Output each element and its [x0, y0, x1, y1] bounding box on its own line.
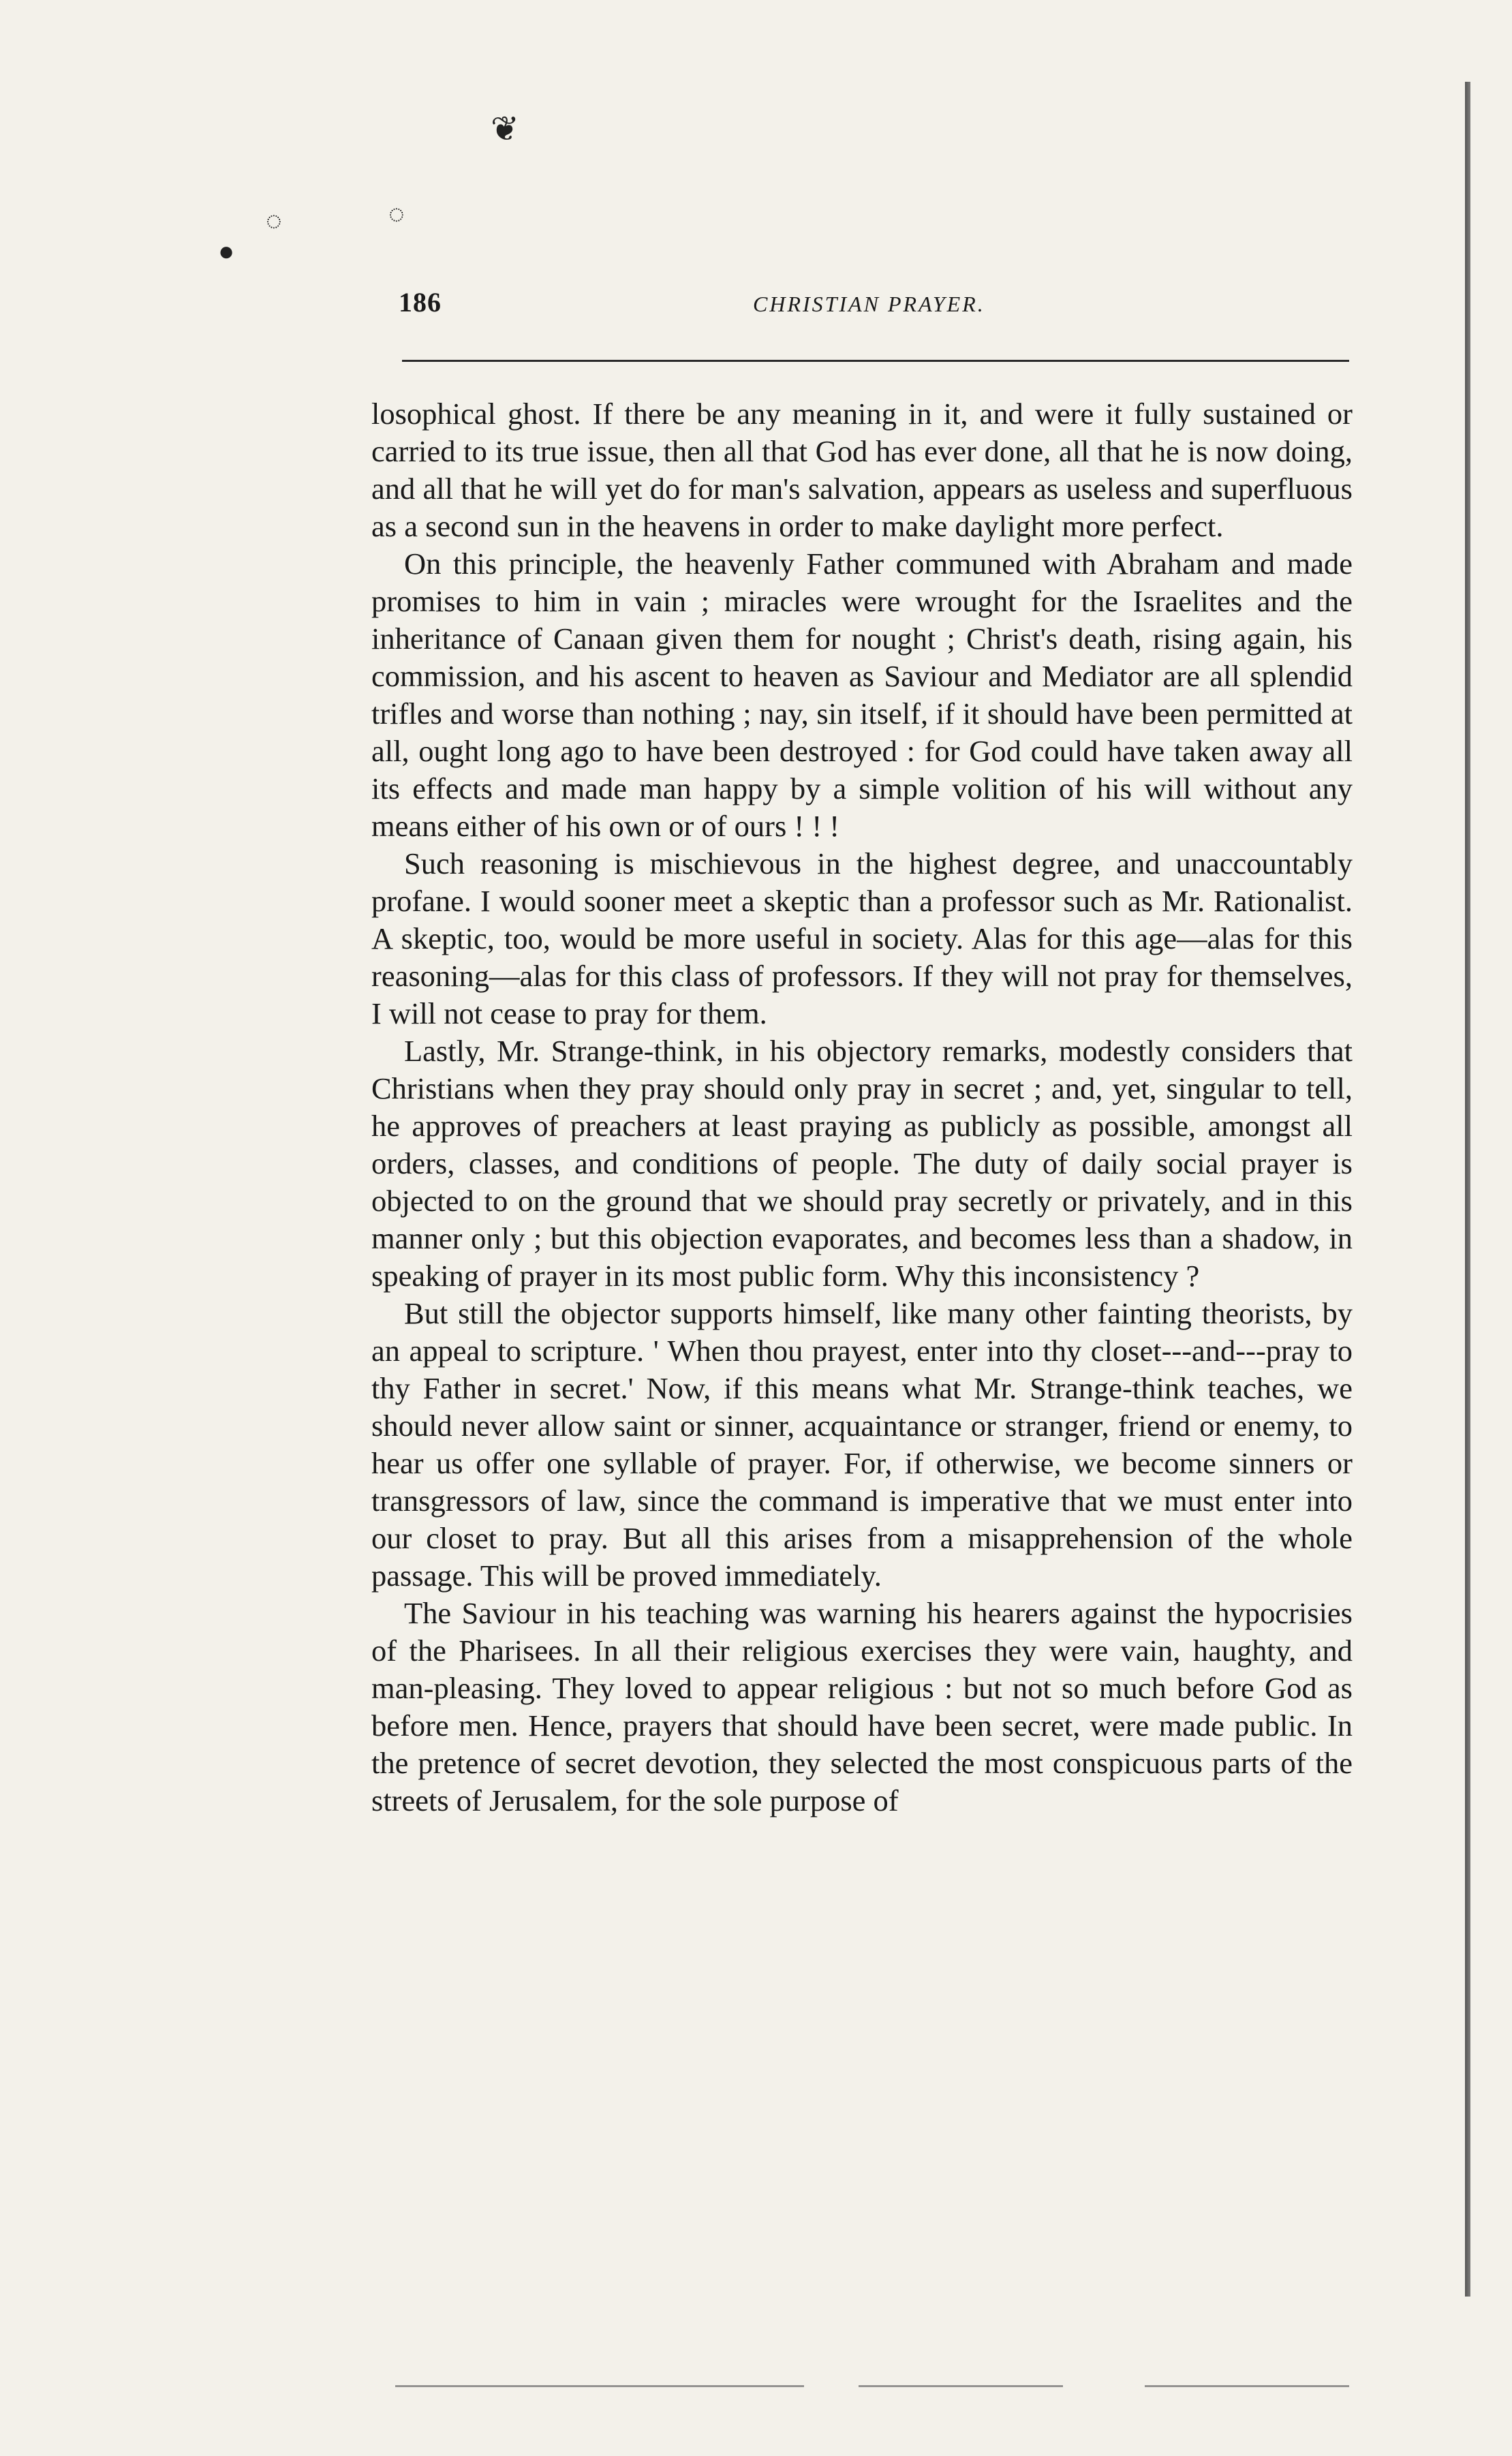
paragraph: The Saviour in his teaching was warning his hearers against the hypocrisies of the Pharisees. In all their religious exercises they were vain, haughty, and man-pleasing. They loved to appear religious : but not so much before God as before men. Hence, prayers that should have been secret, were made public. In the pretence of secret devotion, they selected the most conspicuous parts of the streets of Jerusalem, for the sole purpose of — [371, 1596, 1353, 1817]
paragraph: Such reasoning is mischievous in the highest degree, and unaccountably profane. I would sooner meet a skeptic than a professor such as Mr. Rationalist. A skeptic, too, would be more useful in society. Alas for this age—alas for this reasoning—alas for this class of professors. If they will not pray for themselves, I will not cease to pray for them. — [371, 846, 1353, 1030]
paragraph: On this principle, the heavenly Father communed with Abraham and made promises to him in vain ; miracles were wrought for the Israelites and the inheritance of Canaan given them for nought ; Christ's death, rising again, his commission, and his ascent to heaven as Saviour and Mediator are all splendid trifles and worse than nothing ; nay, sin itself, if it should have been permitted at all, ought long ago to have been destroyed : for God could have taken away all its effects and made man happy by a simple volition of his will without any means either of his own or of ours ! ! ! — [371, 547, 1353, 843]
header-rule — [402, 360, 1349, 362]
page-number: 186 — [399, 287, 442, 318]
ink-blot-mark: ❦ — [491, 110, 519, 148]
paragraph: losophical ghost. If there be any meaning in it, and were it fully sustained or carried to its true issue, then all that God has ever done, all that he is now doing, and all that he will yet do for man's salvation, appears as useless and superfluous as a second sun in the heavens in order to make daylight more perfect. — [371, 397, 1353, 543]
footer-smudge — [1145, 2385, 1349, 2387]
running-head: CHRISTIAN PRAYER. — [753, 292, 985, 316]
ink-blot-mark: ◌ — [388, 198, 405, 229]
body-text — [371, 395, 1353, 1820]
ink-blot-mark: ● — [218, 236, 235, 266]
footer-smudge — [395, 2385, 804, 2387]
ink-blot-mark: ◌ — [266, 205, 282, 236]
page-header — [399, 286, 1349, 334]
footer-smudge — [859, 2385, 1063, 2387]
page-edge-shadow — [1465, 82, 1470, 2297]
paragraph: But still the objector supports himself, like many other fainting theorists, by an appeal to scripture. ' When thou prayest, enter into thy closet---and---pray to thy Father in secret.' Now, if this means what Mr. Strange-think teaches, we should never allow saint or sinner, acquaintance or stranger, friend or enemy, to hear us offer one syllable of prayer. For, if otherwise, we become sinners or transgressors of law, since the command is imperative that we must enter into our closet to pray. But all this arises from a misapprehension of the whole passage. This will be proved immediately. — [371, 1296, 1353, 1593]
paragraph: Lastly, Mr. Strange-think, in his objectory remarks, modestly considers that Christians when they pray should only pray in secret ; and, yet, singular to tell, he approves of preachers at least praying as publicly as possible, amongst all orders, classes, and conditions of people. The duty of daily social prayer is objected to on the ground that we should pray secretly or privately, and in this manner only ; but this objection evaporates, and becomes less than a shadow, in speaking of prayer in its most public form. Why this inconsistency ? — [371, 1034, 1353, 1293]
